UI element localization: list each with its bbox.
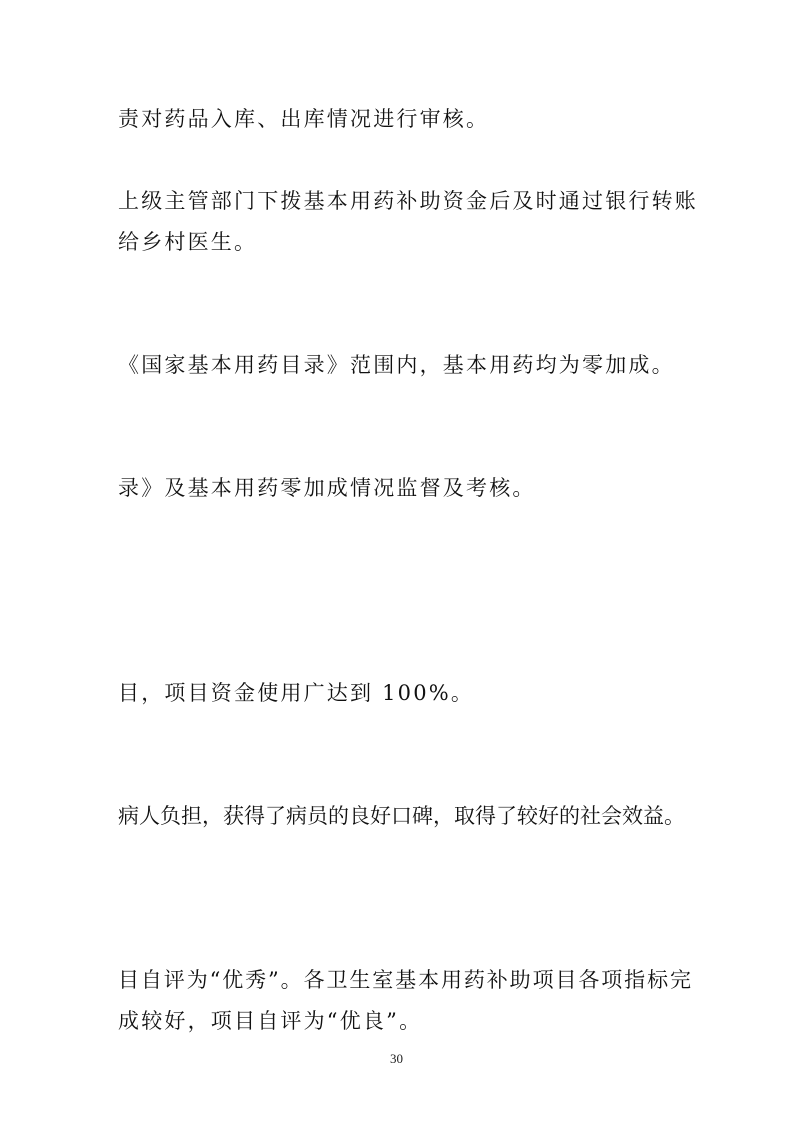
- body-text-line: 给乡村医生。: [118, 230, 258, 254]
- section-heading: [163, 596, 733, 626]
- body-text-line: [163, 309, 733, 339]
- body-text-line: [163, 514, 733, 544]
- body-text-line: 病人负担，获得了病员的良好口碑，取得了较好的社会效益。: [118, 804, 685, 828]
- body-text-line: [163, 760, 733, 790]
- body-text-line: [163, 432, 733, 462]
- body-text-line: 上级主管部门下拨基本用药补助资金后及时通过银行转账: [118, 189, 698, 213]
- section-heading: [163, 883, 733, 913]
- chapter-heading: [163, 555, 733, 585]
- body-text-line: [163, 924, 733, 954]
- section-heading: [163, 268, 733, 298]
- body-text-line: 《国家基本用药目录》范围内，基本用药均为零加成。: [118, 353, 675, 377]
- body-text-line: 责对药品入库、出库情况进行审核。: [118, 107, 490, 131]
- body-text-line: 成较好，项目自评为“优良”。: [118, 1009, 423, 1033]
- body-text-line: [163, 145, 733, 175]
- section-heading: [163, 391, 733, 421]
- body-text-line: 目自评为“优秀”。各卫生室基本用药补助项目各项指标完: [118, 968, 693, 992]
- body-text-line: 录》及基本用药零加成情况监督及考核。: [118, 476, 536, 500]
- chapter-heading: [163, 842, 733, 872]
- body-text-line: [163, 637, 733, 667]
- body-text-line: 目，项目资金使用广达到 100%。: [118, 681, 475, 705]
- page-number: 30: [390, 1051, 403, 1066]
- section-heading: [163, 719, 733, 749]
